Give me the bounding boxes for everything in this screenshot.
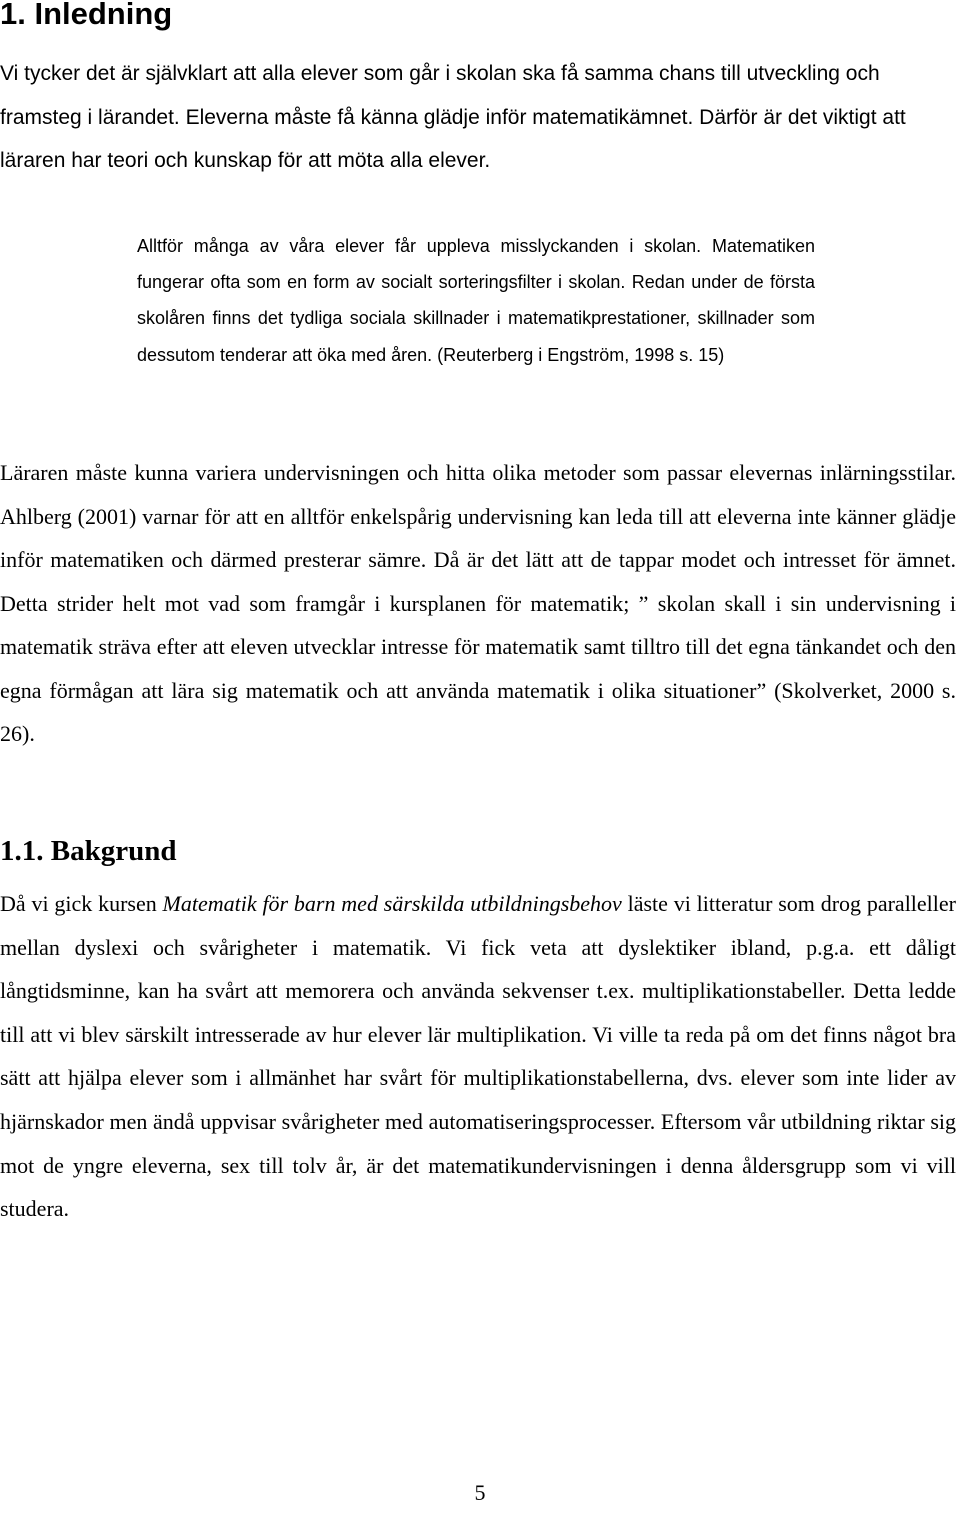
body-paragraph-teaching: Läraren måste kunna variera undervisningen och hitta olika metoder som passar elevernas inlärningsstilar. Ahlberg (2001) varnar för att en alltför enkelspårig undervisning kan leda till att eleverna inte känner glädje inför matematiken och därmed presterar sämre. Då är det lätt att de tappar modet och intresset för ämnet. Detta strider helt mot vad som framgår i kursplanen för matematik; ” skolan skall i sin undervisning i matematik sträva efter att eleven utvecklar intresse för matematik samt tilltro till det egna tänkandet och den egna förmågan att lära sig matematik och att använda matematik i olika situationer” (Skolverket, 2000 s. 26). xyxy=(0,460,956,746)
subsection-heading: 1.1. Bakgrund xyxy=(0,835,177,867)
background-text-rest: läste vi litteratur som drog paralleller mellan dyslexi och svårigheter i matematik. Vi fick veta att dyslektiker ibland, p.g.a. ett dåligt långtidsminne, kan ha svårt att memorera och använda sekvenser t.ex. multiplikationstabeller. Detta ledde till att vi blev särskilt intresserade av hur elever lär multiplikation. Vi ville ta reda på om det finns något bra sätt att hjälpa elever som i allmänhet har svårt för multiplikationstabellerna, dvs. elever som inte lider av hjärnskador men ändå uppvisar svårigheter med automatiseringsprocesser. Eftersom vår utbildning riktar sig mot de yngre eleverna, sex till tolv år, är det matematikundervisningen i denna åldersgrupp som vi vill studera. xyxy=(0,891,956,1222)
course-title: Matematik för barn med särskilda utbildningsbehov xyxy=(162,891,622,916)
intro-paragraph: Vi tycker det är självklart att alla elever som går i skolan ska få samma chans till utveckling och framsteg i lärandet. Eleverna måste få känna glädje inför matematikämnet. Därför är det viktigt att läraren har teori och kunskap för att möta alla elever. xyxy=(0,62,906,172)
block-quote: Alltför många av våra elever får uppleva misslyckanden i skolan. Matematiken fungerar ofta som en form av socialt sorteringsfilter i skolan. Redan under de första skolåren finns det tydliga sociala skillnader i matematikprestationer, skillnader som dessutom tenderar att öka med åren. (Reuterberg i Engström, 1998 s. 15) xyxy=(137,236,815,365)
background-text-start: Då vi gick kursen xyxy=(0,891,163,916)
body-paragraph-background xyxy=(0,882,956,1231)
section-heading: 1. Inledning xyxy=(0,0,173,31)
page-number: 5 xyxy=(474,1480,486,1505)
